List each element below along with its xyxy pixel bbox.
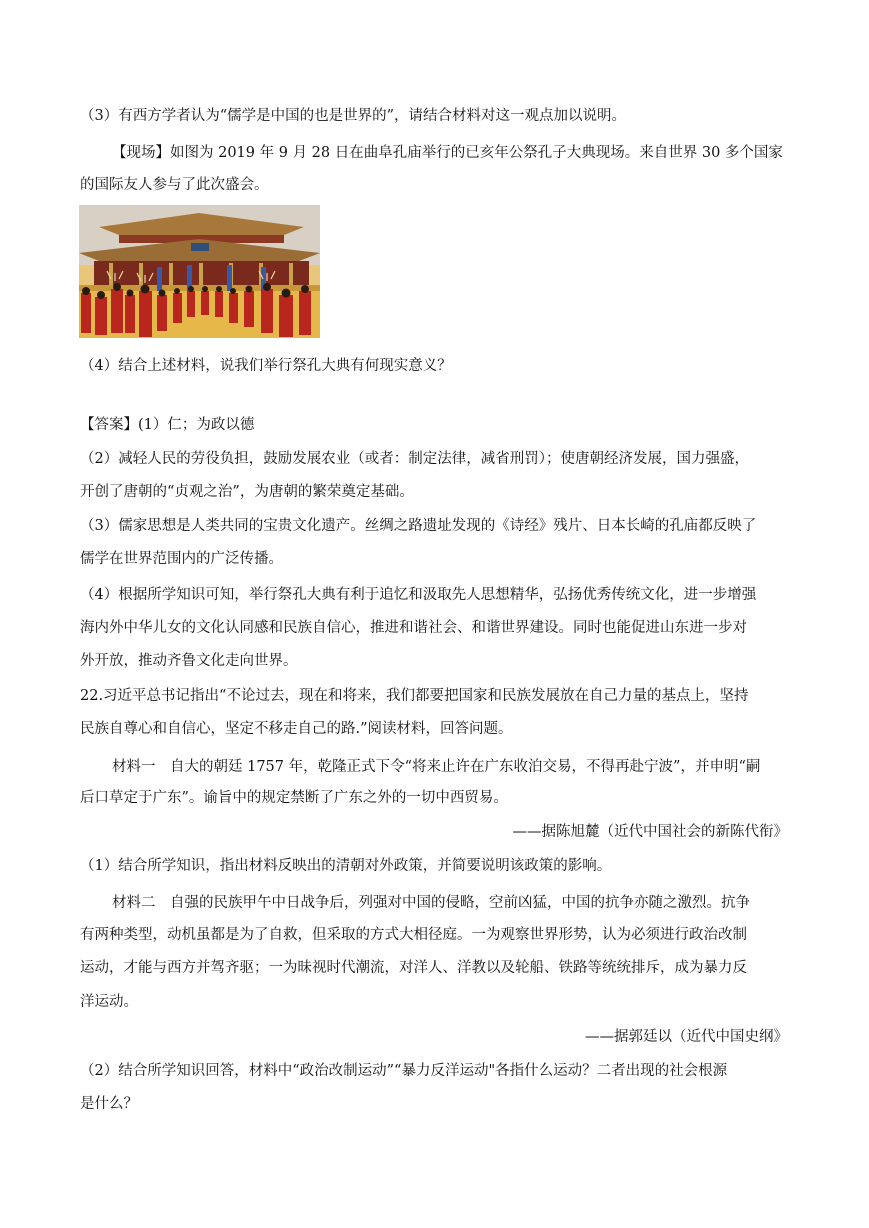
q22-material1-source: ——据陈旭麓（近代中国社会的新陈代衔》	[512, 824, 788, 840]
answer-4-line2: 海内外中华儿女的文化认同感和民族自信心，推进和谐社会、和谐世界建设。同时也能促进山东进一步对	[80, 620, 747, 636]
q21-sub4: （4）结合上述材料，说我们举行祭孔大典有何现实意义？	[80, 358, 452, 374]
q22-intro-line1: 22.习近平总书记指出“不论过去，现在和将来，我们都要把国家和民族发展放在自己力量的基点上，坚持	[80, 688, 749, 704]
ceremony-photo	[79, 205, 320, 338]
q22-sub1: （1）结合所学知识，指出材料反映出的清朝对外政策，并简要说明该政策的影响。	[80, 858, 612, 874]
answer-1: 【答案】(1）仁；为政以德	[80, 417, 255, 433]
q22-sub2-line1: （2）结合所学知识回答，材料中“政治改制运动”“暴力反洋运动"各指什么运动？二者出现的社会根源	[80, 1063, 728, 1079]
q21-sub3: （3）有西方学者认为“儒学是中国的也是世界的”，请结合材料对这一观点加以说明。	[80, 108, 627, 124]
q22-material2-line4: 洋运动。	[80, 994, 138, 1010]
answer-4-line3: 外开放，推动齐鲁文化走向世界。	[80, 653, 298, 669]
q22-sub2-line2: 是什么？	[80, 1096, 138, 1112]
q22-material2-line3: 运动，才能与西方并驾齐驱；一为昧视时代潮流，对洋人、洋教以及轮船、铁路等统统排斥，成为暴力反	[80, 960, 747, 976]
answer-3-line1: （3）儒家思想是人类共同的宝贵文化遗产。丝绸之路遗址发现的《诗经》残片、日本长崎的孔庙都反映了	[80, 518, 757, 534]
answer-3-line2: 儒学在世界范围内的广泛传播。	[80, 551, 283, 567]
answer-4-line1: （4）根据所学知识可知，举行祭孔大典有利于追忆和汲取先人思想精华，弘扬优秀传统文化，进一步增强	[80, 587, 757, 603]
q22-material2-line1: 材料二 自强的民族甲午中日战争后，列强对中国的侵略，空前凶猛，中国的抗争亦随之激烈。抗争	[112, 895, 750, 911]
q22-material1-line2: 后口草定于广东”。谕旨中的规定禁断了广东之外的一切中西贸易。	[80, 790, 508, 806]
q21-scene-line2: 的国际友人参与了此次盛会。	[80, 177, 269, 193]
q21-scene-line1: 【现场】如图为 2019 年 9 月 28 日在曲阜孔庙举行的已亥年公祭孔子大典现场。来自世界 30 多个国家	[112, 145, 783, 161]
answer-2-line2: 开创了唐朝的“贞观之治”，为唐朝的繁荣奠定基础。	[80, 484, 414, 500]
q22-material2-source: ——据郭廷以（近代中国史纲》	[585, 1029, 788, 1045]
q22-material2-line2: 有两种类型，动机虽都是为了自救，但采取的方式大相径庭。一为观察世界形势，认为必须进行政治改制	[80, 927, 747, 943]
answer-2-line1: （2）减轻人民的劳役负担，鼓励发展农业（或者：制定法律，减省刑罚）；使唐朝经济发展，国力强盛，	[80, 451, 749, 467]
q22-intro-line2: 民族自尊心和自信心，坚定不移走自己的路.”阅读材料，回答问题。	[80, 721, 513, 737]
q22-material1-line1: 材料一 自大的朝廷 1757 年，乾隆正式下令“将来止许在广东收泊交易，不得再赴宁波”，并申明“嗣	[112, 759, 761, 775]
